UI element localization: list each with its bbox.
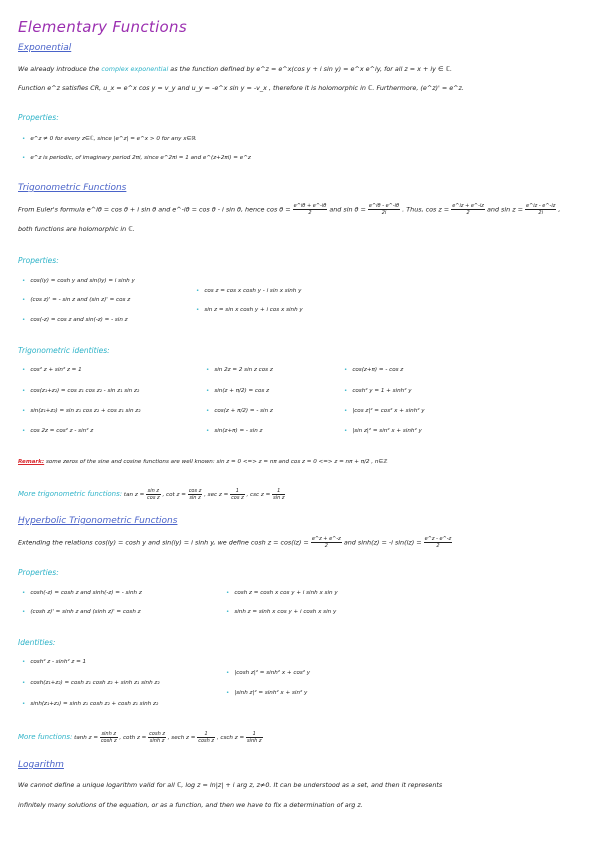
- trig-prop-left-2: • (cos z)' = - sin z and (sin z)' = cos z: [22, 297, 130, 303]
- trig-id-c2-1: • sin 2z = 2 sin z cos z: [206, 367, 273, 373]
- trig-identities-label: Trigonometric identities:: [18, 346, 110, 355]
- trig-text-b: and sin θ =: [329, 205, 366, 214]
- coth-fraction: $\frac{\text{cosh z}}{\text{sinh z}}$: [149, 731, 165, 744]
- sec-fraction: $\frac{1}{\text{cos z}}$: [231, 488, 244, 501]
- trig-id-c2-4: • sin(z+π) = - sin z: [206, 428, 262, 434]
- sin-z-fraction: $\frac{e\^{}iz - e\^{}-iz}{2i}$: [526, 203, 556, 216]
- hyp-line-1: [18, 536, 452, 549]
- hyp-properties-label: Properties:: [18, 568, 59, 577]
- trig-line-2: both functions are holomorphic in ℂ.: [18, 225, 135, 233]
- exp-properties-label: Properties:: [18, 113, 59, 122]
- hyp-text-a: Extending the relations cos(iy) = cosh y and sin(iy) = i sinh y, we define cosh z = cos(iz) =: [18, 538, 309, 547]
- section-heading-trigonometric: Trigonometric Functions: [18, 183, 127, 193]
- trig-id-c3-3: • |cos z|² = cos² x + sinh² y: [344, 408, 425, 414]
- trig-prop-left-3: • cos(-z) = cos z and sin(-z) = - sin z: [22, 317, 128, 323]
- cot-fraction: $\frac{\text{cos z}}{\text{sin z}}$: [188, 488, 202, 501]
- cosh-fraction: $\frac{e\^{}z + e\^{}-z}{2}$: [311, 536, 341, 549]
- sinh-fraction: $\frac{e\^{}z - e\^{}-z}{2}$: [424, 536, 452, 549]
- trig-id-c3-2: • cosh² y = 1 + sinh² y: [344, 388, 412, 394]
- trig-prop-left-1: • cos(iy) = cosh y and sin(iy) = i sinh y: [22, 278, 135, 284]
- tanh-fraction: $\frac{\text{sinh z}}{\text{cosh z}}$: [100, 731, 117, 744]
- hyp-identities-label: Identities:: [18, 638, 56, 647]
- trig-id-c1-2: • cos(z₁+z₂) = cos z₁ cos z₂ - sin z₁ sin z₂: [22, 388, 139, 394]
- trig-id-c1-3: • sin(z₁+z₂) = sin z₁ cos z₂ + cos z₁ sin z₂: [22, 408, 140, 414]
- trig-remark: [18, 459, 387, 465]
- hyp-prop-right-1: • cosh z = cosh x cos y + i sinh x sin y: [226, 590, 338, 596]
- log-line-2: infinitely many solutions of the equation, or as a function, and then we have to fix a determination of arg z.: [18, 801, 363, 809]
- trig-text-d: and sin z =: [486, 205, 523, 214]
- trig-id-c3-1: • cos(z+π) = - cos z: [344, 367, 403, 373]
- section-heading-hyperbolic: Hyperbolic Trigonometric Functions: [18, 516, 178, 526]
- trig-id-c1-4: • cos 2z = cos² z - sin² z: [22, 428, 93, 434]
- trig-text-c: . Thus, cos z =: [402, 205, 450, 214]
- cos-z-fraction: $\frac{e\^{}iz + e\^{}-iz}{2}$: [452, 203, 484, 216]
- page-title: Elementary Functions: [18, 18, 187, 36]
- trig-prop-right-1: • cos z = cos x cosh y - i sin x sinh y: [196, 288, 301, 294]
- cos-theta-fraction: $\frac{e\^{}i\theta + e\^{}-i\theta}{2}$: [293, 203, 327, 216]
- hyp-id-right-1: • |cosh z|² = sinh² x + cos² y: [226, 670, 310, 676]
- exp-line-1: [18, 65, 452, 73]
- hyp-id-left-2: • cosh(z₁+z₂) = cosh z₁ cosh z₂ + sinh z₁ sinh z₂: [22, 680, 160, 686]
- hyp-text-b: and sinh(z) = -i sin(iz) =: [343, 538, 422, 547]
- trig-line-1: [18, 203, 560, 216]
- section-heading-logarithm: Logarithm: [18, 760, 64, 770]
- trig-id-c2-3: • cos(z + π/2) = - sin z: [206, 408, 273, 414]
- exp-highlight: complex exponential: [101, 65, 169, 73]
- section-heading-exponential: Exponential: [18, 43, 72, 53]
- hyp-prop-left-1: • cosh(-z) = cosh z and sinh(-z) = - sinh z: [22, 590, 142, 596]
- hyp-prop-left-2: • (cosh z)' = sinh z and (sinh z)' = cosh z: [22, 609, 141, 615]
- trig-more-functions: More trigonometric functions: tan z = $\frac{\text{sin z}}{\text{cos z}}$ , cot z = $\frac{\text{cos z}}{\text{sin z}}$ , sec z = $\frac{1}{\text{cos z}}$ , csc z = $\frac{1}{\text{sin z}}$: [18, 488, 285, 501]
- exp-line-1-text-b: as the function defined by e^z = e^x(cos y + i sin y) = e^x e^iy, for all z = x + iy ∈ ℂ.: [170, 65, 453, 73]
- csch-fraction: $\frac{1}{\text{sinh z}}$: [246, 731, 262, 744]
- exp-line-2: Function e^z satisfies CR, u_x = e^x cos y = v_y and u_y = -e^x sin y = -v_x , therefore it is holomorphic in ℂ. Furthermore, (e^z)' = e^z.: [18, 84, 464, 92]
- tan-fraction: $\frac{\text{sin z}}{\text{cos z}}$: [147, 488, 160, 501]
- hyp-id-right-2: • |sinh z|² = sinh² x + sin² y: [226, 690, 307, 696]
- trig-prop-right-2: • sin z = sin x cosh y + i cos x sinh y: [196, 307, 303, 313]
- csc-fraction: $\frac{1}{\text{sin z}}$: [273, 488, 285, 501]
- hyp-id-left-3: • sinh(z₁+z₂) = sinh z₁ cosh z₂ + cosh z₁ sinh z₂: [22, 701, 158, 707]
- hyp-prop-right-2: • sinh z = sinh x cos y + i cosh x sin y: [226, 609, 336, 615]
- exp-prop-2: • e^z is periodic, of imaginary period 2πi, since e^2πi = 1 and e^(z+2πi) = e^z: [22, 155, 251, 161]
- trig-text-a: From Euler's formula e^iθ = cos θ + i sin θ and e^-iθ = cos θ - i sin θ, hence cos θ =: [18, 205, 291, 214]
- hyp-id-left-1: • cosh² z - sinh² z = 1: [22, 659, 86, 665]
- log-line-1: We cannot define a unique logarithm valid for all ℂ, log z = ln|z| + i arg z, z≠0. It can be understood as a set, and then it represents: [18, 781, 443, 789]
- hyp-more-label: More functions:: [18, 733, 73, 741]
- trig-id-c2-2: • sin(z + π/2) = cos z: [206, 388, 269, 394]
- trig-id-c3-4: • |sin z|² = sin² x + sinh² y: [344, 428, 422, 434]
- remark-label: Remark:: [18, 459, 45, 465]
- trig-text-e: ,: [558, 205, 561, 214]
- exp-prop-1: • e^z ≠ 0 for every z∈ℂ, since |e^z| = e^x > 0 for any x∈ℝ: [22, 136, 196, 142]
- trig-id-c1-1: • cos² z + sin² z = 1: [22, 367, 82, 373]
- sin-theta-fraction: $\frac{e\^{}i\theta - e\^{}-i\theta}{2i}$: [368, 203, 400, 216]
- sech-fraction: $\frac{1}{\text{cosh z}}$: [198, 731, 215, 744]
- trig-more-label: More trigonometric functions:: [18, 490, 123, 498]
- trig-properties-label: Properties:: [18, 256, 59, 265]
- exp-line-1-text-a: We already introduce the: [18, 65, 100, 73]
- hyp-more-functions: More functions: tanh z = $\frac{\text{sinh z}}{\text{cosh z}}$ , coth z = $\frac{\text{cosh z}}{\text{sinh z}}$ , sech z = $\frac{1}{\text{cosh z}}$ , csch z = $\frac{1}{\text{sinh z}}$: [18, 731, 262, 744]
- remark-text: some zeros of the sine and cosine functions are well known: sin z = 0 <=> z = nπ and cos z = 0 <=> z = nπ + π/2 , n∈ℤ: [45, 459, 388, 465]
